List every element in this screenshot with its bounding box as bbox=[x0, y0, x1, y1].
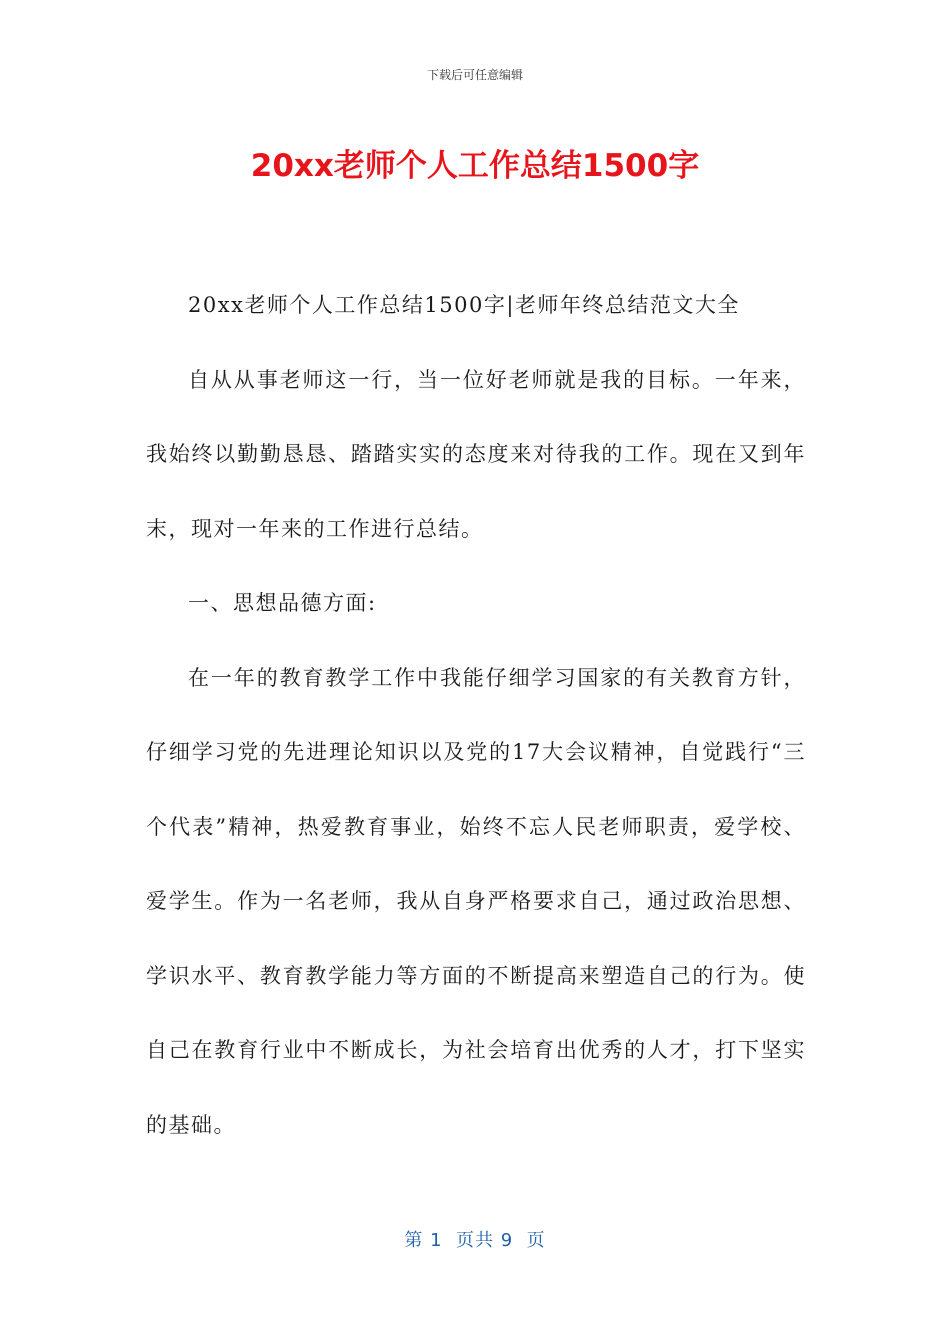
document-body bbox=[146, 268, 806, 1162]
subtitle-paragraph: 20xx老师个人工作总结1500字|老师年终总结范文大全 bbox=[188, 293, 740, 317]
page-number-label: 第 1 页共 9 页 bbox=[404, 1230, 546, 1251]
intro-paragraph: 自从从事老师这一行，当一位好老师就是我的目标。一年来，我始终以勤勤恳恳、踏踏实实的态度来对待我的工作。现在又到年末，现对一年来的工作进行总结。 bbox=[146, 367, 806, 541]
section-heading: 一、思想品德方面: bbox=[188, 591, 377, 615]
header-note: 下载后可任意编辑 bbox=[426, 68, 523, 82]
section-paragraph: 在一年的教育教学工作中我能仔细学习国家的有关教育方针，仔细学习党的先进理论知识以及党的17大会议精神，自觉践行“三个代表”精神，热爱教育事业，始终不忘人民老师职责，爱学校、爱学生。作为一名老师，我从自身严格要求自己，通过政治思想、学识水平、教育教学能力等方面的不断提高来塑造自己的行为。使自己在教育行业中不断成长，为社会培育出优秀的人才，打下坚实的基础。 bbox=[146, 665, 806, 1137]
document-title: 20xx老师个人工作总结1500字 bbox=[250, 148, 700, 184]
page-number-footer bbox=[0, 1226, 950, 1252]
